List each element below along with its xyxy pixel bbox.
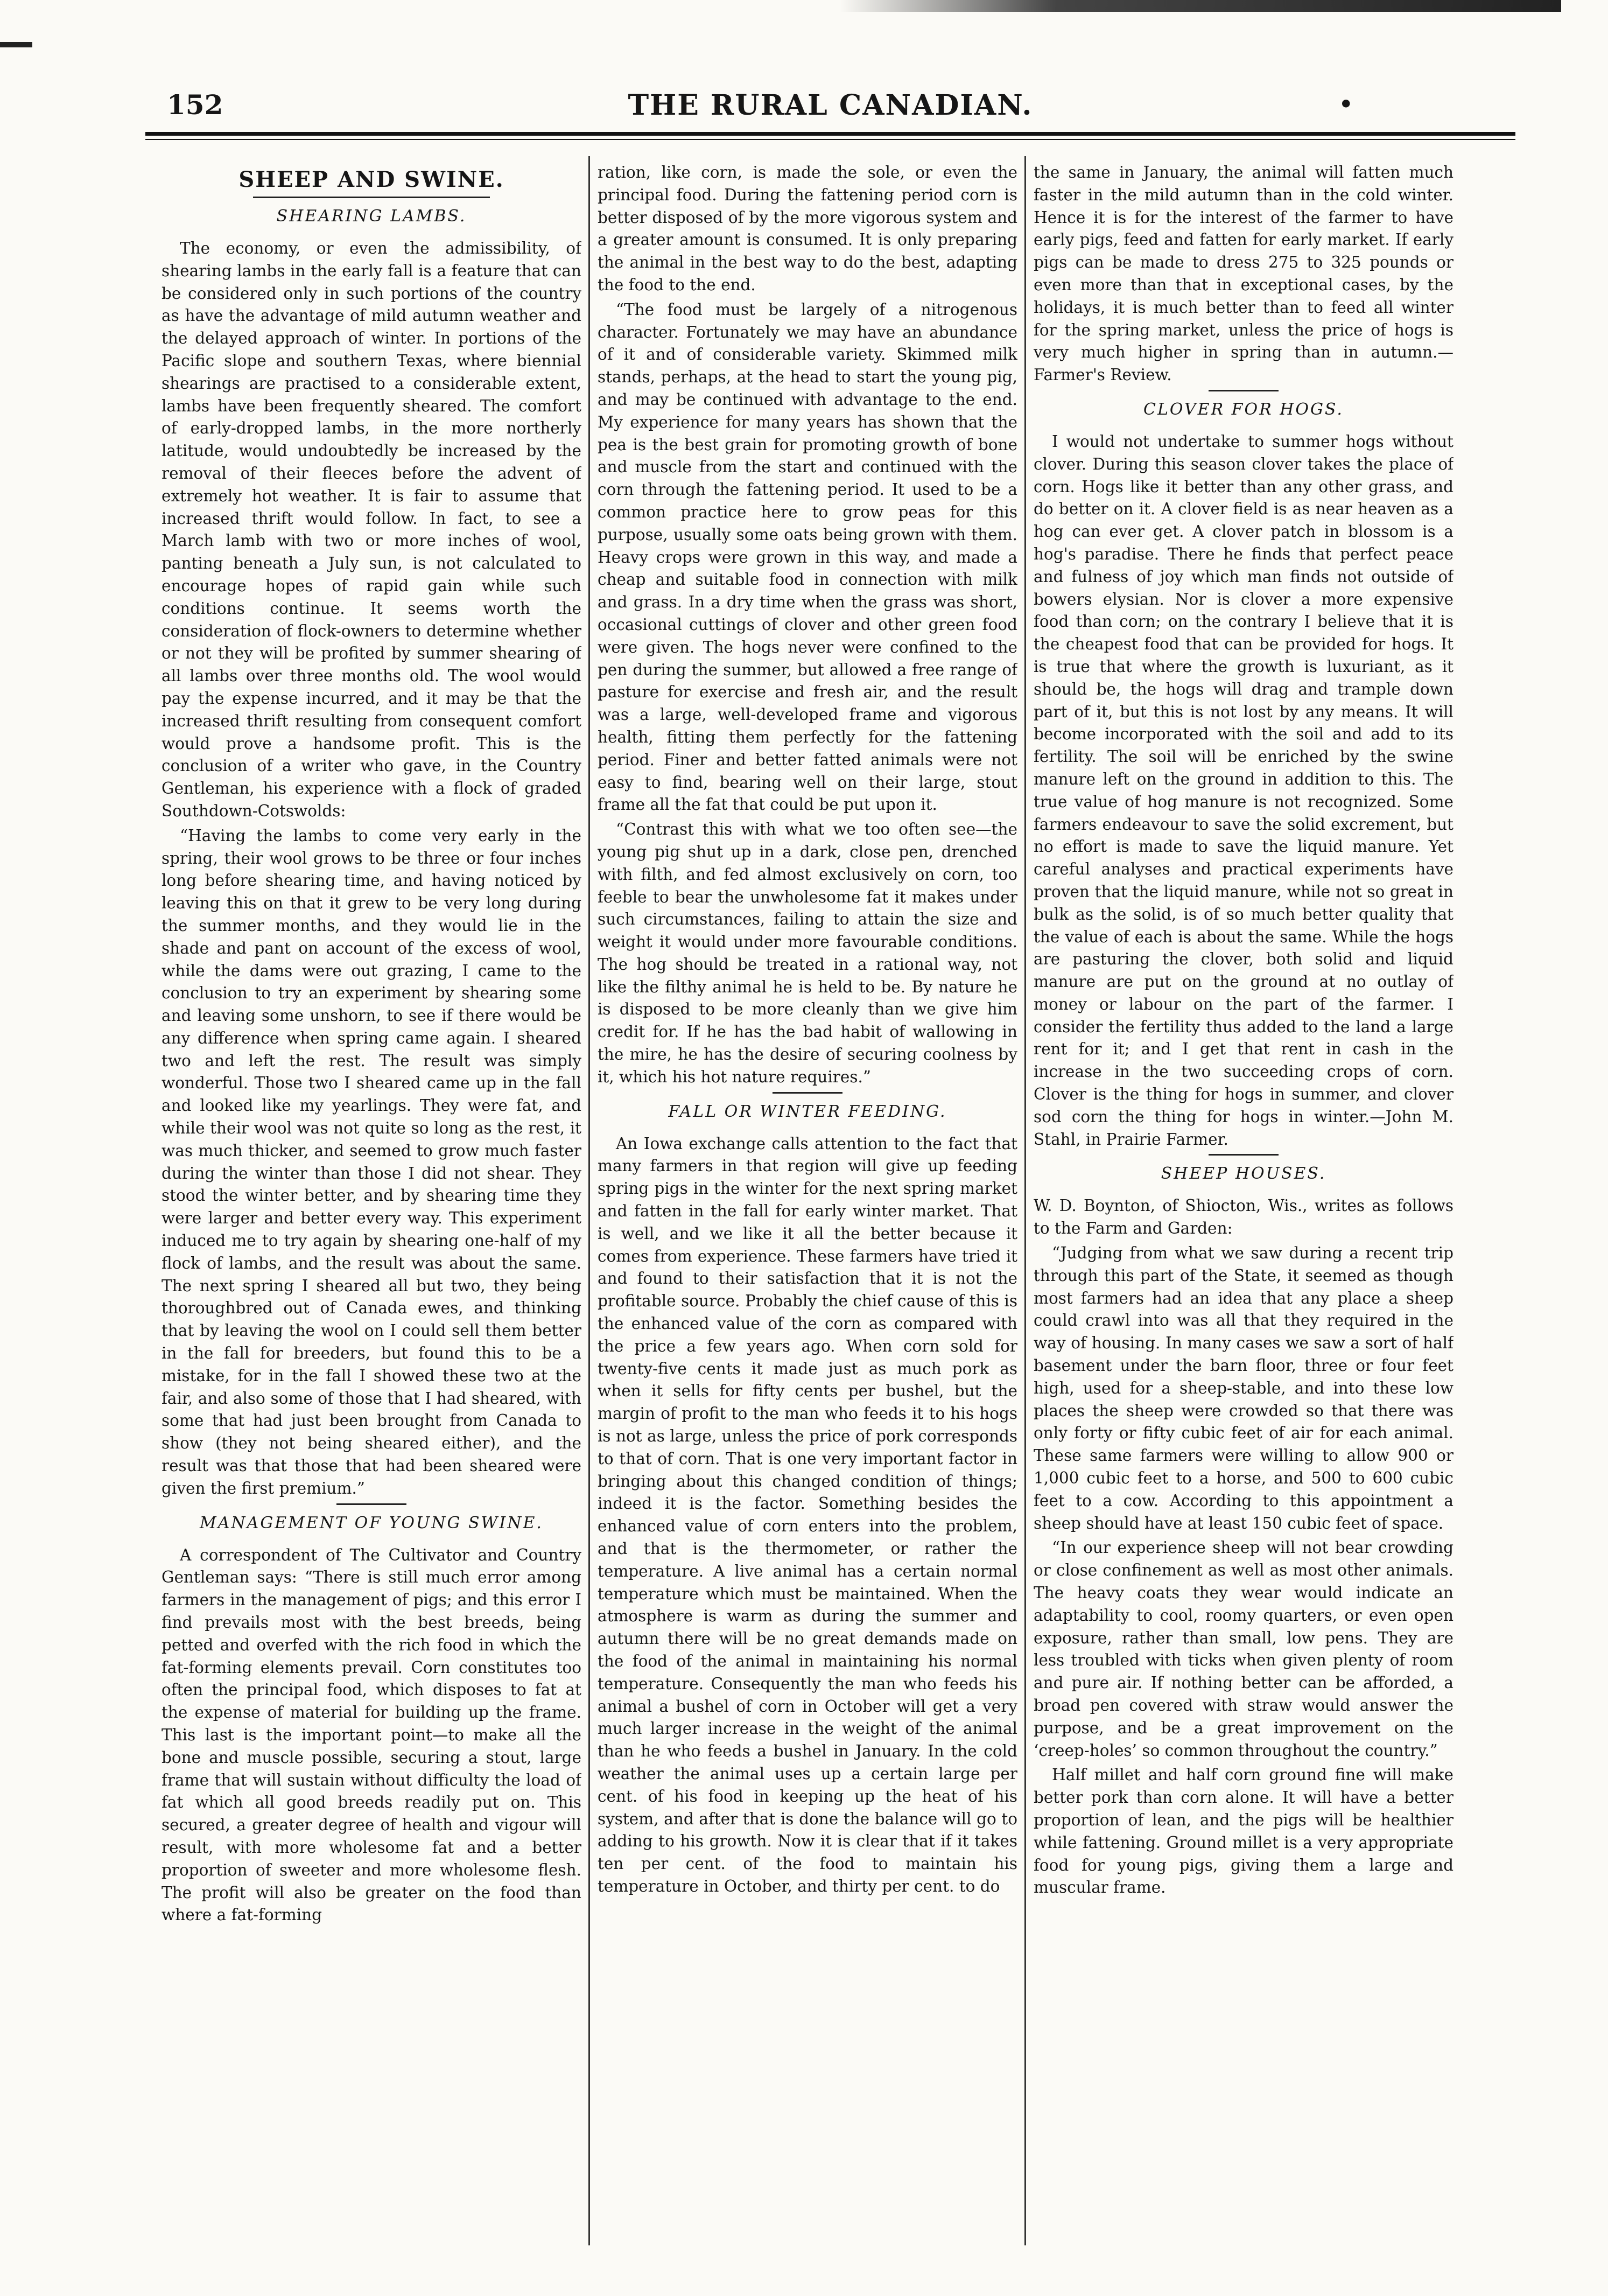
article-title-young-swine: MANAGEMENT OF YOUNG SWINE. — [200, 1513, 543, 1532]
column-1 — [161, 162, 581, 2251]
article-paragraph: “Judging from what we saw during a recent trip through this part of the State, it seemed as though most farmers had an idea that any place a sheep could crawl into was all that they required in the way of housing. In many cases we saw a sort of half basement under the barn floor, three or four feet high, used for a sheep-stable, and into these low places the sheep were crowded so that there was only forty or fifty cubic feet of air for each animal. These same farmers were willing to allow 900 or 1,000 cubic feet to a horse, and 500 to 600 cubic feet to a cow. According to this appointment a sheep should have at least 150 cubic feet of space. — [1034, 1244, 1453, 1532]
header-rule-thick — [145, 132, 1515, 136]
section-rule — [253, 197, 490, 198]
article-separator — [1209, 1154, 1279, 1156]
article-paragraph: Half millet and half corn ground fine will make better pork than corn alone. It will have a better proportion of lean, and the pigs will be healthier while fattening. Ground millet is a very appropriate food for young pigs, giving them a large and muscular frame. — [1034, 1766, 1453, 1897]
article-title-clover-for-hogs: CLOVER FOR HOGS. — [1143, 400, 1344, 419]
article-paragraph: “The food must be largely of a nitrogenous character. Fortunately we may have an abundance of it and of considerable variety. Skimmed milk stands, perhaps, at the head to start the young pig, and may be continued with advantage to the end. My experience for many years has shown that the pea is the best grain for promoting growth of bone and muscle from the start and continued with the corn through the fattening period. It used to be a common practice here to grow peas for this purpose, usually some oats being grown with them. Heavy crops were grown in this way, and made a cheap and suitable food in connection with milk and grass. In a dry time when the grass was short, occasional cuttings of clover and other green food were given. The hogs never were confined to the pen during the summer, but allowed a free range of pasture for exercise and fresh air, and the result was a large, well-developed frame and vigorous health, fitting them perfectly for the fattening period. Finer and better fatted animals were not easy to find, bearing well on their large, stout frame all the fat that could be put upon it. — [598, 300, 1017, 814]
column-divider-1 — [588, 156, 590, 2245]
article-title-fall-winter-feeding: FALL OR WINTER FEEDING. — [668, 1102, 947, 1121]
article-paragraph: “Having the lambs to come very early in the spring, their wool grows to be three or four inches long before shearing time, and having noticed by leaving this on that it grew to be very long during the summer months, and they would lie in the shade and pant on account of the excess of wool, while the dams were out grazing, I came to the conclusion to try an experiment by shearing some and leaving some unshorn, to see if there would be any difference when spring came again. I sheared two and left the rest. The result was simply wonderful. Those two I sheared came up in the fall and looked like my yearlings. They were fat, and while their wool was not quite so long as the rest, it was much thicker, and seemed to grow much faster during the winter than those I did not shear. They stood the winter better, and by shearing time they were larger and better every way. This experiment induced me to try again by shearing one-half of my flock of lambs, and the result was about the same. The next spring I sheared all but two, they being thoroughbred out of Canada ewes, and thinking that by leaving the wool on I could sell them better in the fall for breeders, but found this to be a mistake, for in the fall I showed these two at the fair, and also some of those that I had sheared, with some that had just been brought from Canada to show (they not being sheared either), and the result was that those that had been sheared were given the first premium.” — [161, 826, 581, 1497]
article-paragraph: “Contrast this with what we too often see—the young pig shut up in a dark, close pen, drenched with filth, and fed almost exclusively on corn, too feeble to bear the unwholesome fat it makes under such circumstances, failing to attain the size and weight it would under more favourable conditions. The hog should be treated in a rational way, not like the filthy animal he is held to be. By nature he is disposed to be more cleanly than we give him credit for. If he has the bad habit of wallowing in the mire, he has the desire of securing coolness by it, which his hot nature requires.” — [598, 820, 1017, 1086]
article-paragraph: I would not undertake to summer hogs without clover. During this season clover takes the place of corn. Hogs like it better than any other grass, and do better on it. A clover field is as near heaven as a hog can ever get. A clover patch in blossom is a hog's paradise. There he finds that perfect peace and fulness of joy which man finds not outside of bowers elysian. Nor is clover a more expensive food than corn; on the contrary I believe that it is the cheapest food that can be provided for hogs. It is true that where the growth is luxuriant, as it should be, the hogs will drag and trample down part of it, but this is not lost by any means. It will become incorporated with the soil and add to its fertility. The soil will be enriched by the swine manure left on the ground in addition to this. The true value of hog manure is not recognized. Some farmers endeavour to save the solid excrement, but no effort is made to save the liquid manure. Yet careful analyses and practical experiments have proven that the liquid manure, while not so great in bulk as the solid, is of so much better quality that the value of each is about the same. While the hogs are pasturing the clover, both solid and liquid manure are put on the ground at no outlay of money or labour on the part of the farmer. I consider the fertility thus added to the land a large rent for it; and I get that rent in cash in the increase in the two succeeding crops of corn. Clover is the thing for hogs in summer, and clover sod corn the thing for hogs in winter.—John M. Stahl, in Prairie Farmer. — [1034, 432, 1453, 1149]
column-3 — [1034, 162, 1453, 2251]
article-separator — [1209, 390, 1279, 391]
article-paragraph: The economy, or even the admissibility, of shearing lambs in the early fall is a feature that can be considered only in such portions of the country as have the advantage of mild autumn weather and the delayed approach of winter. In portions of the Pacific slope and southern Texas, where biennial shearings are practised to a considerable extent, lambs have been frequently sheared. The comfort of early-dropped lambs, in the more northerly latitude, would undoubtedly be increased by the removal of their fleeces before the advent of extremely hot weather. It is fair to assume that increased thrift would follow. In fact, to see a March lamb with two or more inches of wool, panting beneath a July sun, is not calculated to encourage hopes of rapid gain while such conditions continue. It seems worth the consideration of flock-owners to determine whether or not they will be profited by summer shearing of all lambs over three months old. The wool would pay the expense incurred, and it may be that the increased thrift resulting from consequent comfort would prove a handsome profit. This is the conclusion of a writer who gave, in the Country Gentleman, his experience with a flock of graded Southdown-Cotswolds: — [161, 239, 581, 820]
article-title-sheep-houses: SHEEP HOUSES. — [1161, 1164, 1326, 1184]
article-paragraph: An Iowa exchange calls attention to the fact that many farmers in that region will give up feeding spring pigs in the winter for the next spring market and fatten in the fall for early winter market. That is well, and we like it all the better because it comes from experience. These farmers have tried it and found to their satisfaction that it is not the profitable source. Probably the chief cause of this is the enhanced value of the corn as compared with the price a few years ago. When corn sold for twenty-five cents it made just as much pork as when it sells for fifty cents per bushel, but the margin of profit to the man who feeds it to his hogs is not as large, unless the price of pork corresponds to that of corn. That is one very important factor in bringing about this changed condition of things; indeed it is the factor. Something besides the enhanced value of corn enters into the problem, and that is the thermometer, or rather the temperature. A live animal has a certain normal temperature which must be maintained. When the atmosphere is warm as during the summer and autumn there will be no great demands made on the food of the animal in maintaining his normal temperature. Consequently the man who feeds his animal a bushel of corn in October will get a very much larger increase in the weight of the animal than he who feeds a bushel in January. In the cold weather the animal uses up a certain large per cent. of his food in keeping up the heat of his system, and after that is done the balance will go to adding to his growth. Now it is clear that if it takes ten per cent. of the food to maintain his temperature in October, and thirty per cent. to do — [598, 1134, 1017, 1895]
article-title-shearing-lambs: SHEARING LAMBS. — [276, 207, 467, 226]
masthead-title: THE RURAL CANADIAN. — [628, 89, 1033, 122]
column-2 — [598, 162, 1017, 2251]
header-rule-thin — [145, 139, 1515, 140]
article-separator — [336, 1503, 406, 1505]
article-paragraph: W. D. Boynton, of Shiocton, Wis., writes as follows to the Farm and Garden: — [1034, 1196, 1453, 1238]
column-divider-2 — [1024, 156, 1026, 2245]
page-number: 152 — [167, 89, 223, 121]
page-header — [145, 89, 1515, 127]
article-paragraph: “In our experience sheep will not bear crowding or close confinement as well as most other animals. The heavy coats they wear would indicate an adaptability to cool, roomy quarters, or even open exposure, rather than small, low pens. They are less troubled with ticks when given plenty of room and pure air. If nothing better can be afforded, a broad pen covered with straw would answer the purpose, and be a great improvement on the ‘creep-holes’ so common throughout the country.” — [1034, 1538, 1453, 1760]
scan-edge-mark — [840, 0, 1561, 12]
scan-edge-tick — [0, 42, 32, 47]
article-paragraph: A correspondent of The Cultivator and Country Gentleman says: “There is still much error among farmers in the management of pigs; and this error I find prevails most with the best breeds, being petted and overfed with the rich food in which the fat-forming elements prevail. Corn constitutes too often the principal food, which disposes to fat at the expense of material for building up the frame. This last is the important point—to make all the bone and muscle possible, securing a stout, large frame that will sustain without difficulty the load of fat which all good breeds readily put on. This secured, a greater degree of health and vigour will result, with more wholesome fat and a better proportion of sweeter and more wholesome flesh. The profit will also be greater on the food than where a fat-forming — [161, 1545, 581, 1924]
article-paragraph: ration, like corn, is made the sole, or even the principal food. During the fattening period corn is better disposed of by the more vigorous system and a greater amount is consumed. It is only preparing the animal in the best way to do the best, adapting the food to the end. — [598, 163, 1017, 294]
masthead-dot: • — [1338, 89, 1354, 120]
article-separator — [773, 1092, 842, 1094]
article-paragraph: the same in January, the animal will fatten much faster in the mild autumn than in the cold winter. Hence it is for the interest of the farmer to have early pigs, feed and fatten for early market. If early pigs can be made to dress 275 to 325 pounds or even more than that in exceptional cases, by the holidays, it is much better than to feed all winter for the spring market, unless the price of hogs is very much higher in spring than in autumn.—Farmer's Review. — [1034, 163, 1453, 384]
section-title: SHEEP AND SWINE. — [238, 167, 504, 192]
